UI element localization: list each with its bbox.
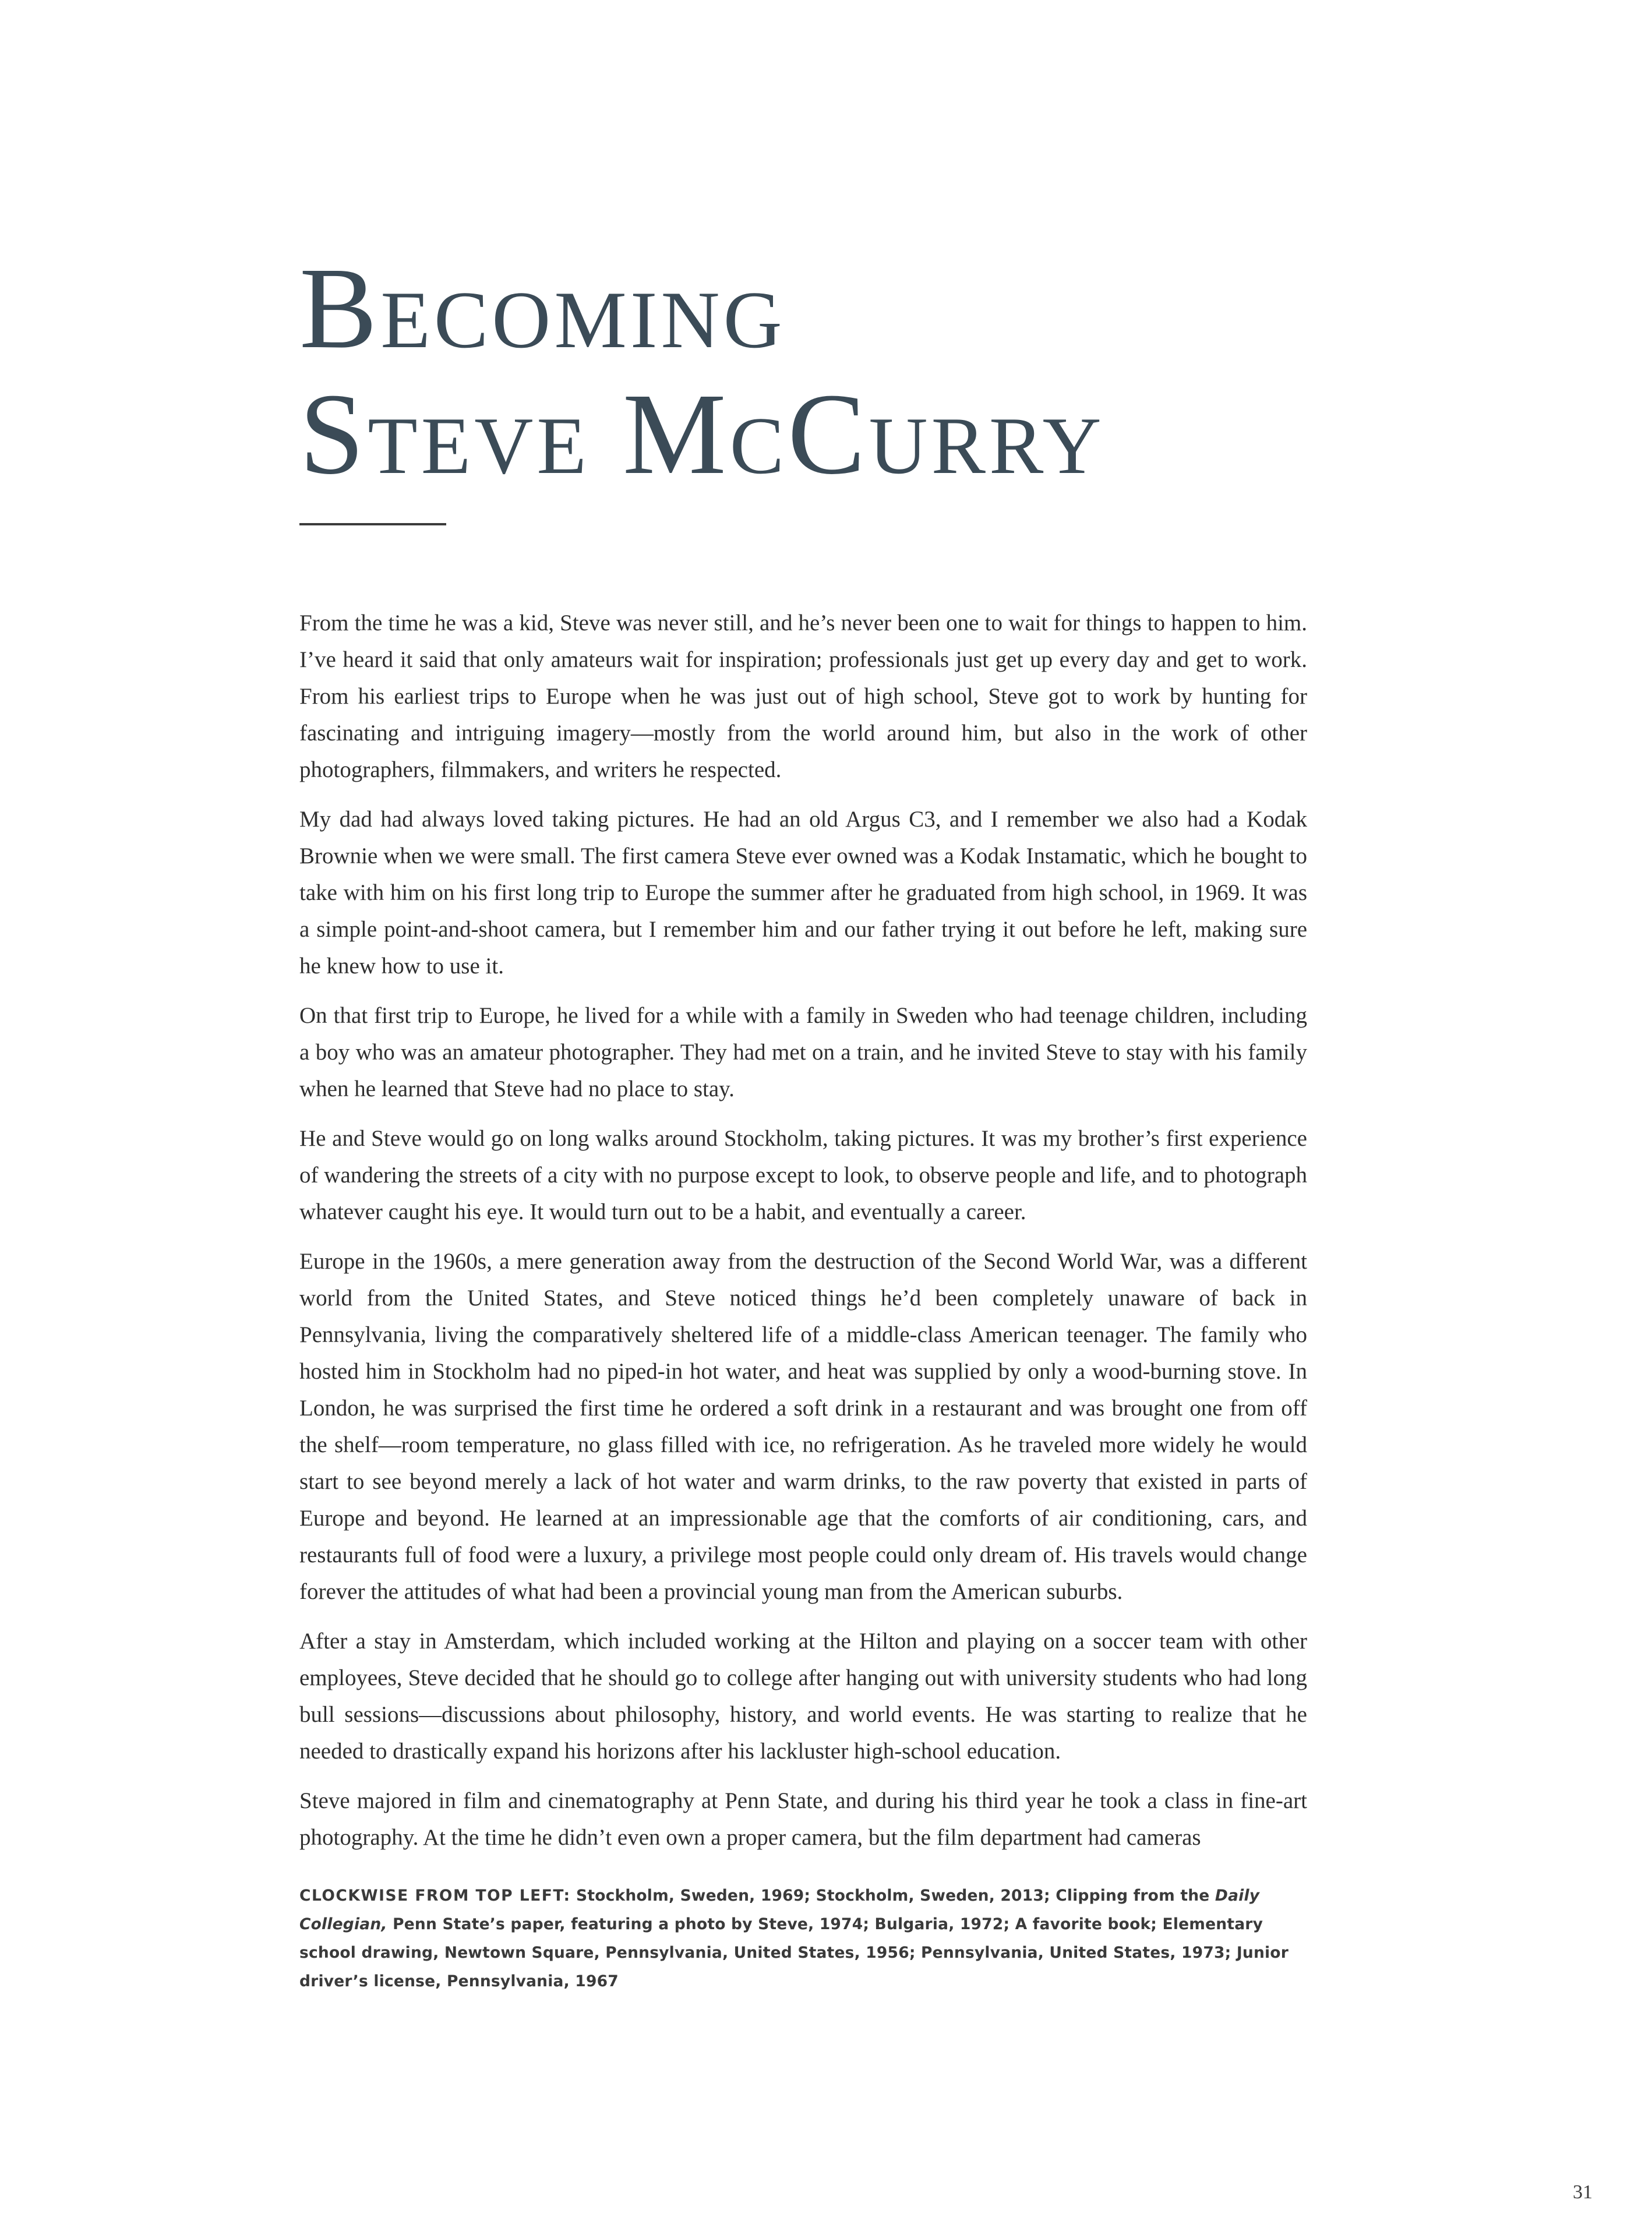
chapter-title-line-2: Steve McCurry [299,370,1105,499]
page-number: 31 [1573,2181,1593,2203]
chapter-title [299,244,1348,499]
body-text [299,605,1307,1869]
body-paragraph: Europe in the 1960s, a mere generation away from the destruction of the Second World War, was a different world from the United States, and Steve noticed things he’d been completely unaware of back in Pennsylvania, living the comparatively sheltered life of a middle-class American teenager. The family who hosted him in Stockholm had no piped-in hot water, and heat was supplied by only a wood-burning stove. In London, he was surprised the first time he ordered a soft drink in a restaurant and was brought one from off the shelf—room temperature, no glass filled with ice, no refrigeration. As he traveled more widely he would start to see beyond merely a lack of hot water and warm drinks, to the raw poverty that existed in parts of Europe and beyond. He learned at an impressionable age that the comforts of air conditioning, cars, and restaurants full of food were a luxury, a privilege most people could only dream of. His travels would change forever the attitudes of what had been a provincial young man from the American suburbs. [299,1249,1307,1604]
chapter-title-line-1: Becoming [299,244,786,373]
caption-text-part-2: Penn State’s paper, featuring a photo by Steve, 1974; Bulgaria, 1972; A favorite book; Elementary school drawing, Newtown Square, Pennsylvania, United States, 1956; Pennsylvania, United States, 1973; Junior driver’s license, Pennsylvania, 1967 [299,1915,1289,1990]
title-divider [299,523,446,525]
photo-caption [299,1881,1307,1996]
body-paragraph: Steve majored in film and cinematography at Penn State, and during his third year he took a class in fine-art photography. At the time he didn’t even own a proper camera, but the film department had cameras [299,1788,1307,1850]
body-paragraph: On that first trip to Europe, he lived for a while with a family in Sweden who had teenage children, including a boy who was an amateur photographer. They had met on a train, and he invited Steve to stay with his family when he learned that Steve had no place to stay. [299,1003,1307,1101]
body-paragraph: After a stay in Amsterdam, which included working at the Hilton and playing on a soccer team with other employees, Steve decided that he should go to college after hanging out with university students who had long bull sessions—discussions about philosophy, history, and world events. He was starting to realize that he needed to drastically expand his horizons after his lackluster high-school education. [299,1629,1307,1764]
body-paragraph: My dad had always loved taking pictures. He had an old Argus C3, and I remember we also had a Kodak Brownie when we were small. The first camera Steve ever owned was a Kodak Instamatic, which he bought to take with him on his first long trip to Europe the summer after he graduated from high school, in 1969. It was a simple point-and-shoot camera, but I remember him and our father trying it out before he left, making sure he knew how to use it. [299,807,1307,979]
caption-lead: CLOCKWISE FROM TOP LEFT: [299,1887,571,1905]
body-paragraph: He and Steve would go on long walks around Stockholm, taking pictures. It was my brother’s first experience of wandering the streets of a city with no purpose except to look, to observe people and life, and to photograph whatever caught his eye. It would turn out to be a habit, and eventually a career. [299,1126,1307,1224]
caption-italic-title: Daily Collegian, [299,1887,1260,1933]
body-paragraph: From the time he was a kid, Steve was never still, and he’s never been one to wait for things to happen to him. I’ve heard it said that only amateurs wait for inspiration; professionals just get up every day and get to work. From his earliest trips to Europe when he was just out of high school, Steve got to work by hunting for fascinating and intriguing imagery—mostly from the world around him, but also in the work of other photographers, filmmakers, and writers he respected. [299,610,1307,782]
caption-text-part-1: Stockholm, Sweden, 1969; Stockholm, Sweden, 2013; Clipping from the [576,1887,1210,1905]
